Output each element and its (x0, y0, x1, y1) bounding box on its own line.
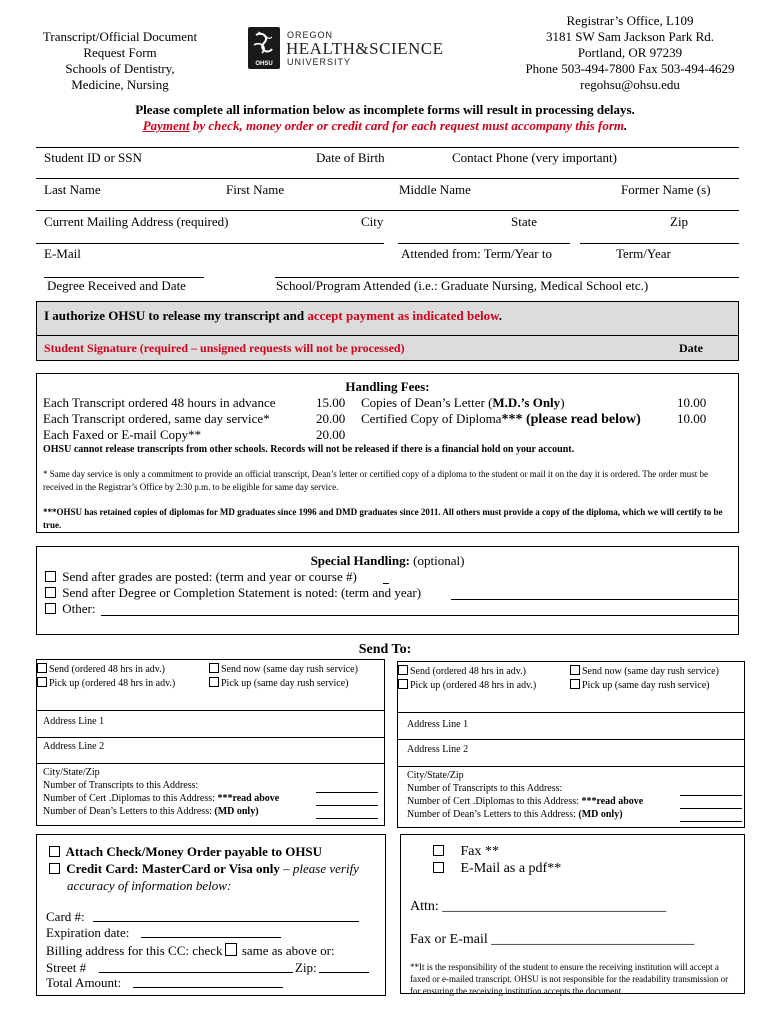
deans-letter-fee (361, 395, 565, 411)
phone-label: Contact Phone (very important) (452, 150, 617, 165)
diploma-pre: Certified Copy of Diploma (361, 411, 502, 426)
street-label: Street # (46, 960, 87, 975)
checkbox[interactable] (45, 571, 56, 582)
signature-date-label: Date (679, 341, 703, 355)
checkbox[interactable] (570, 665, 580, 675)
middle-name-label: Middle Name (399, 182, 471, 197)
office-line: 3181 SW Sam Jackson Park Rd. (545, 29, 715, 44)
payment-box (36, 834, 386, 996)
send-option[interactable] (570, 679, 709, 691)
student-id-label: Student ID or SSN (44, 150, 142, 165)
office-line: Phone 503-494-7800 Fax 503-494-4629 (525, 61, 735, 76)
deans-letter-post: ) (560, 395, 565, 410)
address-line1-label: Address Line 1 (407, 719, 469, 730)
address-line2-label: Address Line 2 (43, 741, 105, 752)
special-handling-box (36, 546, 739, 635)
intro-period: . (624, 118, 628, 133)
fee-price: 20.00 (316, 427, 346, 442)
intro-line2 (0, 118, 770, 134)
office-line: Registrar’s Office, L109 (566, 13, 694, 28)
fees-box (36, 373, 739, 533)
cc-option-rest: – please verify (279, 861, 359, 876)
form-title (25, 29, 215, 93)
send-option-label: Send (ordered 48 hrs in adv.) (410, 666, 526, 677)
special-title (37, 553, 738, 569)
email-pdf-option[interactable] (433, 861, 561, 877)
send-to-left (36, 659, 385, 826)
checkbox[interactable] (37, 677, 47, 687)
accept-payment: accept payment as indicated below (307, 308, 499, 323)
term-year-label: Term/Year (616, 246, 671, 261)
total-amount-field[interactable] (133, 987, 283, 988)
send-option-label: Pick up (same day rush service) (582, 680, 710, 691)
program-label: School/Program Attended (i.e.: Graduate Nursing, Medical School etc.) (276, 278, 649, 293)
card-number-field[interactable] (93, 921, 359, 922)
delivery-box (400, 834, 745, 994)
num-diplomas-bold: ***read above (581, 796, 644, 807)
cc-zip-field[interactable] (319, 972, 369, 973)
card-number-label: Card #: (46, 909, 85, 924)
num-letters-pre: Number of Dean’s Letters to this Address: (407, 809, 579, 820)
fees-note2: * Same day service is only a commitment to provide an official transcript, Dean’s letter or certified copy of a diploma to the student or mail it on the day it is ordered. The order must be received in the Registrar’s Office by 2:30 p.m. to be eligible for same day service. (43, 469, 708, 492)
send-option-label: Pick up (ordered 48 hrs in adv.) (49, 678, 176, 689)
fax-option[interactable] (433, 844, 499, 860)
send-option[interactable] (209, 663, 358, 675)
checkbox[interactable] (433, 862, 444, 873)
send-option[interactable] (398, 665, 526, 677)
check-option-label: Attach Check/Money Order payable to OHSU (65, 844, 323, 859)
billing-pre: Billing address for this CC: check (46, 943, 223, 958)
cc-option-bold: Credit Card: MasterCard or Visa only (66, 861, 280, 876)
send-option-label: Send (ordered 48 hrs in adv.) (49, 664, 165, 675)
send-option[interactable] (209, 677, 348, 689)
num-diplomas-label (43, 793, 279, 804)
checkbox[interactable] (45, 603, 56, 614)
special-option-label: Send after Degree or Completion Statement is noted: (term and year) (62, 585, 422, 600)
expiration-label: Expiration date: (46, 925, 130, 940)
num-letters-label (407, 809, 623, 820)
num-diplomas-label (407, 796, 643, 807)
checkbox[interactable] (398, 665, 408, 675)
fax-or-email-field[interactable]: Fax or E-mail _____________________________ (410, 932, 695, 947)
special-option[interactable] (45, 585, 421, 601)
special-option-label: Other: (62, 601, 96, 616)
office-info (500, 13, 760, 93)
special-option-label: Send after grades are posted: (term and year or course #) (62, 569, 357, 584)
form-title-line: Request Form (83, 45, 157, 60)
form-title-line: Transcript/Official Document (42, 29, 198, 44)
signature-label: Student Signature (required – unsigned requests will not be processed) (44, 341, 405, 355)
street-field[interactable] (99, 972, 293, 973)
send-option[interactable] (37, 663, 165, 675)
authorization-box (36, 301, 739, 361)
fees-note3: ***OHSU has retained copies of diplomas for MD graduates since 1996 and DMD graduates since 2011. All others must provide a copy of the diploma, which we will certify to be true. (43, 507, 723, 530)
check-option[interactable] (49, 844, 322, 860)
payment-word: Payment (142, 118, 190, 133)
form-title-line: Schools of Dentistry, (65, 61, 175, 76)
attended-from-label: Attended from: Term/Year to (401, 246, 552, 261)
special-title-rest: (optional) (409, 553, 465, 568)
deans-letter-pre: Copies of Dean’s Letter ( (361, 395, 493, 410)
cc-zip-label: Zip: (295, 960, 317, 975)
checkbox[interactable] (433, 845, 444, 856)
deans-letter-bold: M.D.’s Only (492, 395, 561, 410)
num-diplomas-pre: Number of Cert .Diplomas to this Address: (43, 793, 218, 804)
cc-option[interactable] (49, 861, 359, 877)
address-line1-label: Address Line 1 (43, 716, 105, 727)
last-name-label: Last Name (44, 182, 101, 197)
checkbox[interactable] (45, 587, 56, 598)
ohsu-logo (248, 27, 448, 71)
email-label: E-Mail (44, 246, 81, 261)
dob-label: Date of Birth (316, 150, 385, 165)
delivery-note: **It is the responsibility of the student to ensure the receiving institution will accept a faxed or e-mailed transcript. OHSU is not responsible for the readability transmission or for ensuring the receiving institution accepts the document. (410, 962, 729, 996)
fee-label: Each Faxed or E-mail Copy** (43, 427, 202, 442)
special-title-bold: Special Handling: (310, 553, 410, 568)
city-state-zip-label: City/State/Zip (43, 767, 100, 778)
billing-post: same as above or: (238, 943, 335, 958)
city-state-zip-label: City/State/Zip (407, 770, 464, 781)
deans-letter-price: 10.00 (677, 395, 707, 410)
send-option[interactable] (398, 679, 536, 691)
fee-label: Each Transcript ordered, same day service* (43, 411, 270, 426)
checkbox[interactable] (37, 663, 47, 673)
checkbox[interactable] (570, 679, 580, 689)
special-option[interactable] (45, 569, 357, 585)
num-diplomas-bold: ***read above (217, 793, 280, 804)
num-transcripts-label: Number of Transcripts to this Address: (407, 783, 563, 794)
send-to-title: Send To: (358, 642, 412, 657)
office-line: Portland, OR 97239 (577, 45, 683, 60)
attn-field[interactable]: Attn: ________________________________ (410, 899, 667, 914)
email-pdf-option-label: E-Mail as a pdf** (460, 861, 562, 876)
fee-price: 20.00 (316, 411, 346, 426)
send-option-label: Pick up (ordered 48 hrs in adv.) (410, 680, 537, 691)
checkbox[interactable] (209, 677, 219, 687)
zip-label: Zip (670, 214, 689, 229)
intro-line1: Please complete all information below as incomplete forms will result in processing delays. (135, 102, 635, 117)
send-option-label: Send now (same day rush service) (221, 664, 358, 675)
checkbox[interactable] (398, 679, 408, 689)
former-name-label: Former Name (s) (621, 182, 711, 197)
fees-title: Handling Fees: (345, 379, 430, 394)
checkbox[interactable] (209, 663, 219, 673)
num-letters-pre: Number of Dean’s Letters to this Address: (43, 806, 215, 817)
authorize-main: I authorize OHSU to release my transcript and (44, 308, 308, 323)
fee-price: 15.00 (316, 395, 346, 410)
send-option-label: Pick up (same day rush service) (221, 678, 349, 689)
city-label: City (361, 214, 384, 229)
num-transcripts-label: Number of Transcripts to this Address: (43, 780, 199, 791)
intro-line2-rest: by check, money order or credit card for each request must accompany this form (189, 118, 625, 133)
diploma-bold: *** (please read below) (501, 412, 641, 427)
send-option[interactable] (570, 665, 719, 677)
num-letters-bold: (MD only) (578, 809, 623, 820)
logo-line3: UNIVERSITY (287, 57, 352, 67)
first-name-label: First Name (226, 182, 285, 197)
num-letters-bold: (MD only) (214, 806, 259, 817)
authorize-period: . (498, 308, 502, 323)
diploma-fee (361, 411, 641, 428)
degree-label: Degree Received and Date (47, 278, 186, 293)
logo-emblem-icon (248, 27, 280, 69)
logo-line2: HEALTH&SCIENCE (286, 39, 444, 58)
address-line2-label: Address Line 2 (407, 744, 469, 755)
form-title-line: Medicine, Nursing (71, 77, 169, 92)
state-label: State (511, 214, 537, 229)
special-option[interactable] (45, 601, 95, 617)
fee-label: Each Transcript ordered 48 hours in advance (43, 395, 276, 410)
authorize-text (44, 308, 502, 324)
diploma-price: 10.00 (677, 411, 707, 426)
checkbox[interactable] (49, 863, 60, 874)
address-label: Current Mailing Address (required) (44, 214, 229, 229)
fees-note1: OHSU cannot release transcripts from other schools. Records will not be released if there is a financial hold on your account. (43, 444, 575, 455)
total-amount-label: Total Amount: (46, 975, 122, 990)
fax-option-label: Fax ** (460, 844, 499, 859)
send-option-label: Send now (same day rush service) (582, 666, 719, 677)
send-to-right (397, 661, 745, 828)
billing-label (46, 943, 335, 959)
checkbox[interactable] (225, 943, 237, 956)
cc-accuracy-note: accuracy of information below: (67, 878, 232, 893)
num-diplomas-pre: Number of Cert .Diplomas to this Address: (407, 796, 582, 807)
office-email: regohsu@ohsu.edu (580, 77, 680, 92)
send-option[interactable] (37, 677, 175, 689)
num-letters-label (43, 806, 259, 817)
logo-line1: OREGON (287, 30, 334, 40)
expiration-field[interactable] (141, 937, 281, 938)
logo-badge: OHSU (255, 61, 273, 67)
checkbox[interactable] (49, 846, 60, 857)
